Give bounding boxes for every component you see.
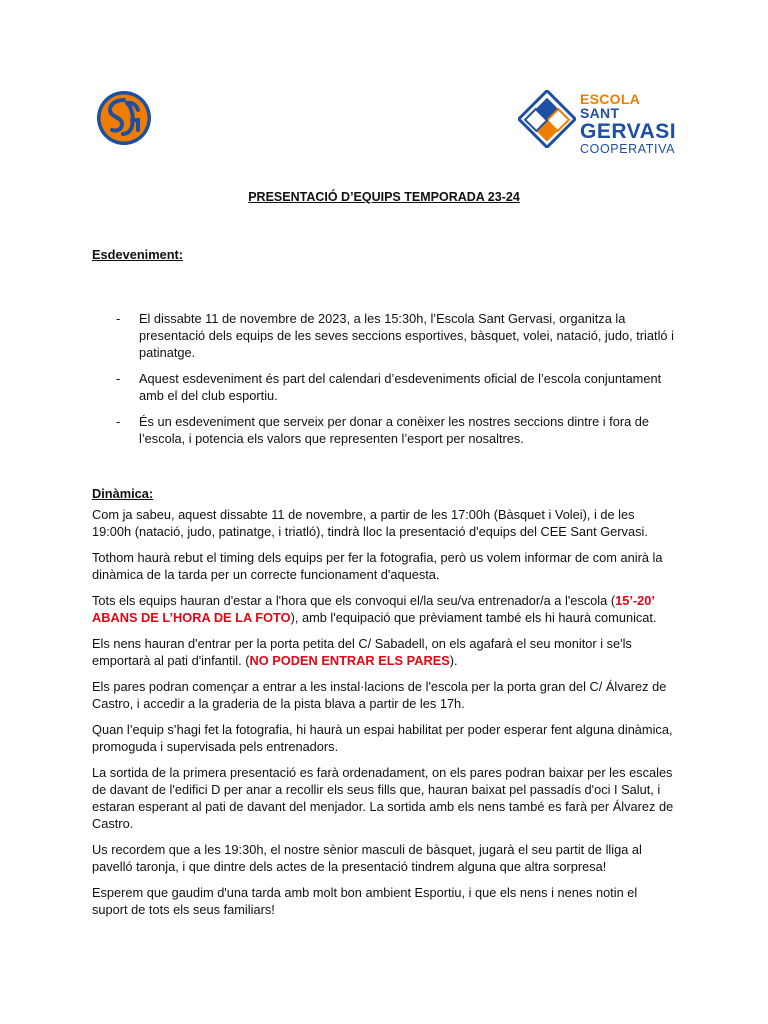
list-item: - És un esdeveniment que serveix per donar a conèixer les nostres seccions dintre i fora de l’escola, i potencia els valors que representen l’esport per nosaltres.: [92, 413, 676, 447]
paragraph: Com ja sabeu, aquest dissabte 11 de novembre, a partir de les 17:00h (Bàsquet i Volei), i de les 19:00h (natació, judo, patinatge, i triatló), tindrà lloc la presentació d'equips del CEE Sant Gervasi.: [92, 507, 648, 539]
sg-monogram-logo-icon: [96, 90, 152, 146]
escola-sant-gervasi-logo-icon: [518, 90, 576, 148]
brand-wordmark: [580, 92, 678, 156]
paragraph: [92, 592, 676, 626]
event-bullet-list: [92, 310, 676, 447]
paragraph: Esperem que gaudim d'una tarda amb molt bon ambient Esportiu, i que els nens i nenes notin el suport de tots els seus familiars!: [92, 885, 638, 917]
highlight-red: 15’-20’ ABANS DE L’HORA DE LA FOTO: [92, 593, 655, 625]
brand-escola: ESCOLA: [580, 91, 640, 107]
text-run: Els nens hauran d'entrar per la porta petita del C/ Sabadell, on els agafarà el seu monitor i se'ls emportarà al pati d'infantil. (: [92, 636, 632, 668]
paragraph: Els pares podran començar a entrar a les instal·lacions de l'escola per la porta gran del C/ Álvarez de Castro, i accedir a la graderia de la pista blava a partir de les 17h.: [92, 679, 667, 711]
paragraph: Quan l’equip s’hagi fet la fotografia, hi haurà un espai habilitat per poder esperar fent alguna dinàmica, promoguda i supervisada pels entrenadors.: [92, 722, 673, 754]
paragraph: [92, 635, 676, 669]
list-item: - El dissabte 11 de novembre de 2023, a les 15:30h, l’Escola Sant Gervasi, organitza la presentació dels equips de les seves seccions esportives, bàsquet, volei, natació, judo, triatló i patinatge.: [92, 310, 676, 361]
brand-line-1: [580, 92, 678, 120]
event-heading: Esdeveniment:: [92, 247, 184, 262]
text-run: Tots els equips hauran d'estar a l'hora que els convoqui el/la seu/va entrenador/a a l'escola (: [92, 593, 616, 608]
paragraph: Us recordem que a les 19:30h, el nostre sènior masculi de bàsquet, jugarà el seu partit de lliga al pavelló taronja, i que dintre dels actes de la presentació tindrem alguna que altra sorpresa!: [92, 842, 642, 874]
text-run: ), amb l'equipació que prèviament també els hi haurà comunicat.: [290, 610, 657, 625]
dynamics-heading: Dinàmica:: [92, 486, 154, 501]
document-title: PRESENTACIÓ D’EQUIPS TEMPORADA 23-24: [248, 190, 520, 204]
paragraph: Tothom haurà rebut el timing dels equips per fer la fotografia, però us volem informar de com anirà la dinàmica de la tarda per un correcte funcionament d'aquesta.: [92, 550, 663, 582]
text-run: ).: [449, 653, 458, 668]
brand-sant: SANT: [580, 105, 620, 121]
escola-sant-gervasi-logo: [518, 90, 678, 156]
brand-gervasi: GERVASI: [580, 120, 677, 143]
brand-cooperativa: COOPERATIVA: [580, 142, 676, 156]
paragraph: La sortida de la primera presentació es farà ordenadament, on els pares podran baixar per les escales de davant de l'edifici D per anar a recollir els seus fills que, hauran baixat pel passadís d'oci I Salut, i estaran esperant al pati de davant del menjador. La sortida amb els nens també es farà per Álvarez de Castro.: [92, 765, 674, 831]
highlight-red: NO PODEN ENTRAR ELS PARES: [249, 653, 450, 668]
list-item: - Aquest esdeveniment és part del calendari d’esdeveniments oficial de l’escola conjuntament amb el del club esportiu.: [92, 370, 676, 404]
document-body: [92, 246, 676, 927]
